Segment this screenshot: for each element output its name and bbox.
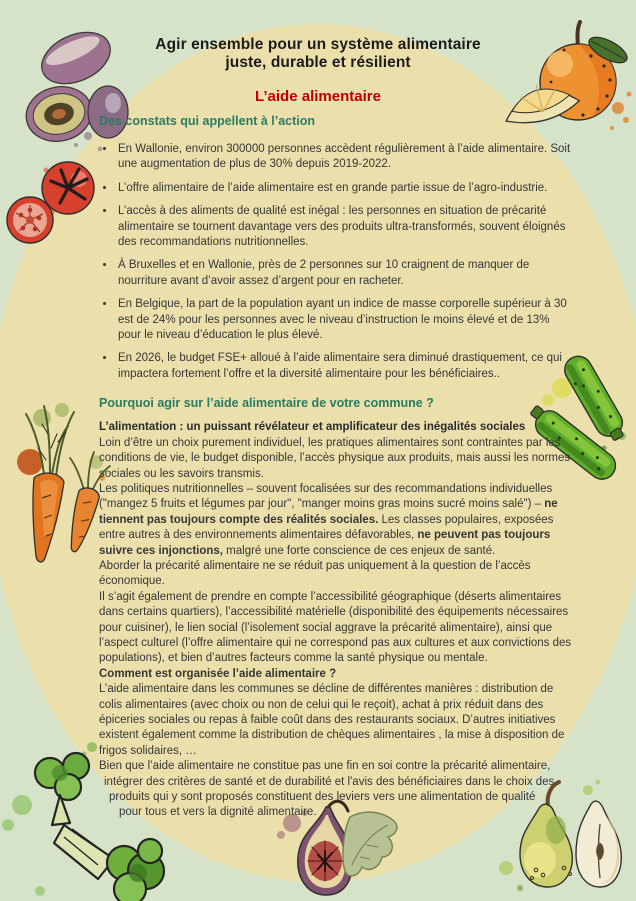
alimentation-subheading: L’alimentation : un puissant révélateur et amplificateur des inégalités sociales [99,421,526,434]
paragraph-accessibilite: Il s’agit également de prendre en compte l’accessibilité géographique (déserts alimentaires dans certains quartiers), l’accessibilité matérielle (disponibilité des équipements nécessaires pour cuisiner), le lien social (l’isolement social aggrave la précarité alimentaire), ainsi que l’aspect culturel (l’offre alimentaire qui ne correspond pas aux cultures et aux convictions des populations), et bien d’autres facteurs comme la santé physique ou mentale. [99,590,572,665]
politiques-bold-2: ne peuvent pas toujours suivre ces injonctions, [99,529,551,557]
closing-line: pour tous et vers la dignité alimentaire. [119,806,317,819]
comment-heading: Comment est organisée l’aide alimentaire ? [99,667,337,680]
politiques-bold-1: ne tiennent pas toujours compte des réalités sociales. [99,498,558,526]
paragraph-organisation: L’aide alimentaire dans les communes se décline de différentes manières : distribution de colis alimentaires (avec choix ou non de celui qui le reçoit), achat à prix réduit dans des épiceries sociales ou repas à faible coût dans des restaurants sociaux. D’autres initiatives existent également comme la distribution de chèques alimentaires , la mise à disposition de frigos solidaires, … [99,683,565,757]
politiques-regular-1: Les politiques nutritionnelles – souvent focalisées sur des recommandations individuelles ("mangez 5 fruits et légumes par jour", "manger moins gras moins sucré moins salé") – [99,482,553,511]
title-line-1: Agir ensemble pour un système alimentaire [155,36,481,53]
closing-line: produits qui y sont proposés constituent des leviers vers une alimentation de qualité [109,791,536,804]
constats-heading: Des constats qui appellent à l’action [99,114,316,128]
list-item: • À Bruxelles et en Wallonie, près de 2 personnes sur 10 craignent de manquer de nourriture avant d’avoir assez d’argent pour en racheter. [116,258,574,289]
page-subtitle: L’aide alimentaire [255,88,381,105]
pourquoi-heading: Pourquoi agir sur l’aide alimentaire de votre commune ? [99,396,434,411]
closing-line: Bien que l’aide alimentaire ne constitue pas une fin en soi contre la précarité alimentaire, [99,760,551,773]
list-item: • En Belgique, la part de la population ayant un indice de masse corporelle supérieur à 30 est de 24% pour les personnes avec le niveau d’instruction le moins élevé et de 13% pour le niveau d’éducation le plus élevé. [116,297,574,343]
paragraph-aborder: Aborder la précarité alimentaire ne se réduit pas uniquement à la question de l’accès économique. [99,559,531,588]
list-item: • En Wallonie, environ 300000 personnes accèdent régulièrement à l’aide alimentaire. Soit une augmentation de plus de 30% depuis 2019-2022. [116,142,574,173]
paragraph-conditions: Loin d’être un choix purement individuel, les pratiques alimentaires sont contraintes par les conditions de vie, le budget disponible, l’accès physique aux produits, mais aussi les normes sociales ou les savoirs transmis. [99,436,571,480]
constats-list [99,142,574,382]
closing-paragraph [99,759,574,821]
main-content [99,113,574,821]
list-item: • L’offre alimentaire de l’aide alimentaire est en grande partie issue de l’agro-industrie. [116,181,574,196]
list-item: • En 2026, le budget FSE+ alloué à l’aide alimentaire sera diminué drastiquement, ce qui impactera fortement l’offre et la diversité alimentaire pour les bénéficiaires.. [116,351,574,382]
page-title [0,36,636,72]
politiques-regular-2: Les classes populaires, exposées entre autres à des environnements alimentaires défavorables, [99,513,554,542]
paragraph-politiques [99,482,574,559]
tomatoes-illustration [0,158,108,254]
list-item: • L’accès à des aliments de qualité est inégal : les personnes en situation de précarité alimentaire se tournent davantage vers des produits ultra-transformés, souvent éloignés des recommandations nutritionnelles. [116,204,574,250]
politiques-regular-3: malgré une forte conscience de ces enjeux de santé. [222,544,496,557]
title-line-2: juste, durable et résilient [225,54,411,71]
closing-line: intégrer des critères de santé et de durabilité et l'avis des bénéficiaires dans le choix des [104,775,555,788]
